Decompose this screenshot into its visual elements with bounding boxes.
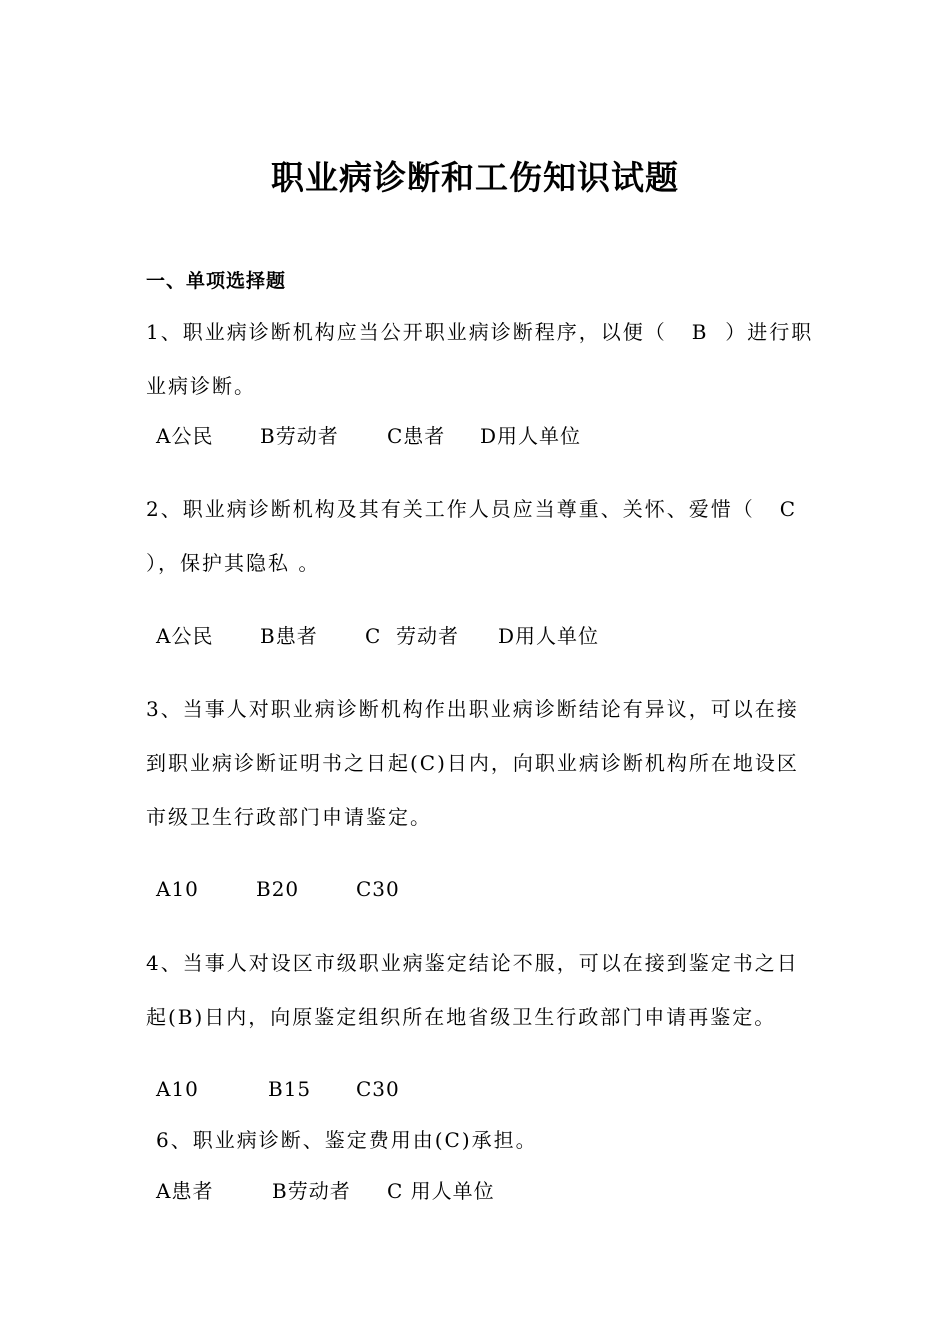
question-3-line-2: 到职业病诊断证明书之日起(C)日内，向职业病诊断机构所在地设区 (146, 751, 799, 775)
question-6-option-a: A患者 (156, 1179, 214, 1203)
question-3-line-3: 市级卫生行政部门申请鉴定。 (146, 805, 432, 829)
question-4-option-c: C30 (356, 1077, 400, 1101)
question-4-option-a: A10 (156, 1077, 199, 1101)
section-heading: 一、单项选择题 (146, 270, 287, 292)
question-2-line-2: ），保护其隐私 。 (146, 551, 321, 575)
question-1-option-b: B劳动者 (260, 424, 339, 448)
question-1-option-d: D用人单位 (480, 424, 582, 448)
question-6-option-c: C 用人单位 (387, 1179, 495, 1203)
question-2-line-1: 2、职业病诊断机构及其有关工作人员应当尊重、关怀、爱惜（ C (146, 497, 798, 521)
question-4-option-b: B15 (268, 1077, 312, 1101)
question-3-option-a: A10 (156, 877, 199, 901)
question-4-line-1: 4、当事人对设区市级职业病鉴定结论不服，可以在接到鉴定书之日 (146, 951, 799, 975)
question-3-option-b: B20 (256, 877, 300, 901)
question-4-line-2: 起(B)日内，向原鉴定组织所在地省级卫生行政部门申请再鉴定。 (146, 1005, 777, 1029)
question-3-line-1: 3、当事人对职业病诊断机构作出职业病诊断结论有异议，可以在接 (146, 697, 799, 721)
page-title: 职业病诊断和工伤知识试题 (271, 158, 679, 197)
question-1-line-1: 1、职业病诊断机构应当公开职业病诊断程序，以便（ B ）进行职 (146, 320, 814, 344)
question-2-option-a: A公民 (156, 624, 214, 648)
question-2-option-b: B患者 (260, 624, 318, 648)
question-6-option-b: B劳动者 (272, 1179, 351, 1203)
question-3-option-c: C30 (356, 877, 400, 901)
question-6-line-1: 6、职业病诊断、鉴定费用由(C)承担。 (156, 1128, 538, 1152)
question-1-line-2: 业病诊断。 (146, 374, 256, 398)
question-2-option-d: D用人单位 (498, 624, 600, 648)
question-2-option-c: C 劳动者 (365, 624, 460, 648)
question-1-option-c: C患者 (387, 424, 446, 448)
question-1-option-a: A公民 (156, 424, 214, 448)
